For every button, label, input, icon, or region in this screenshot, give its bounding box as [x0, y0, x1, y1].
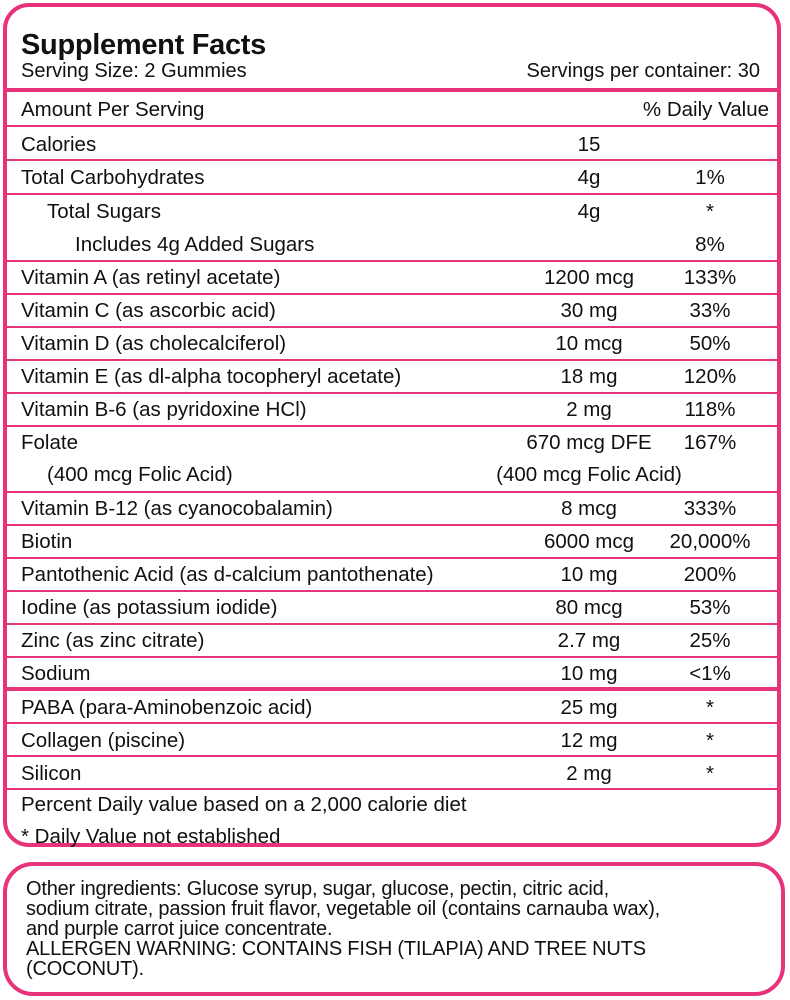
- nutrient-row-folic-acid: [7, 458, 777, 491]
- nutrient-dv: 167%: [683, 431, 737, 454]
- nutrient-amount: 4g: [577, 200, 601, 223]
- divider: [7, 788, 777, 790]
- nutrient-dv: 33%: [689, 299, 731, 322]
- nutrient-dv: *: [706, 762, 714, 785]
- nutrient-dv: 333%: [683, 497, 737, 520]
- daily-value-label: % Daily Value: [642, 98, 769, 121]
- nutrient-amount: 670 mcg DFE: [526, 431, 652, 454]
- nutrient-dv: 200%: [683, 563, 737, 586]
- nutrient-dv: 20,000%: [669, 530, 751, 553]
- nutrient-row-collagen: [7, 724, 777, 757]
- nutrient-name: PABA (para-Aminobenzoic acid): [21, 696, 313, 719]
- nutrient-amount: 2 mg: [566, 762, 612, 785]
- nutrient-dv: 1%: [695, 166, 725, 189]
- nutrient-name: Collagen (piscine): [21, 729, 186, 752]
- nutrient-row-sodium: [7, 657, 777, 690]
- nutrient-name: Vitamin E (as dl-alpha tocopheryl acetate): [21, 365, 402, 388]
- nutrient-name: (400 mcg Folic Acid): [47, 463, 233, 486]
- nutrient-amount: 18 mg: [560, 365, 618, 388]
- ingredients-text: [26, 879, 776, 979]
- nutrient-amount: 2.7 mg: [557, 629, 621, 652]
- nutrient-amount: 12 mg: [560, 729, 618, 752]
- nutrient-row-vitamin-a: [7, 261, 777, 294]
- nutrient-dv: *: [706, 200, 714, 223]
- nutrient-amount: 8 mcg: [561, 497, 617, 520]
- nutrient-row-vitamin-e: [7, 360, 777, 393]
- supplement-facts-panel: [3, 3, 781, 847]
- nutrient-row-calories: [7, 128, 777, 161]
- nutrient-name: Vitamin A (as retinyl acetate): [21, 266, 281, 289]
- nutrient-dv: 25%: [689, 629, 731, 652]
- ingredients-line: Other ingredients: Glucose syrup, sugar, glucose, pectin, citric acid,: [26, 878, 609, 900]
- allergen-warning-line: (COCONUT).: [26, 958, 144, 980]
- ingredients-line: sodium citrate, passion fruit flavor, vegetable oil (contains carnauba wax),: [26, 898, 661, 920]
- nutrient-name: Total Sugars: [47, 200, 161, 223]
- amount-per-serving-label: Amount Per Serving: [21, 98, 205, 121]
- nutrient-row-biotin: [7, 525, 777, 558]
- ingredients-panel: [3, 862, 785, 996]
- nutrient-amount: (400 mcg Folic Acid): [496, 463, 682, 486]
- nutrient-row-vitamin-c: [7, 294, 777, 327]
- nutrient-row-added-sugars: [7, 228, 777, 261]
- nutrient-dv: <1%: [689, 662, 731, 685]
- ingredients-line: and purple carrot juice concentrate.: [26, 918, 333, 940]
- nutrient-row-silicon: [7, 757, 777, 790]
- nutrient-dv: *: [706, 729, 714, 752]
- nutrient-dv: 50%: [689, 332, 731, 355]
- nutrient-row-iodine: [7, 591, 777, 624]
- nutrient-row-total-sugars: [7, 195, 777, 228]
- nutrient-amount: 10 mg: [560, 563, 618, 586]
- nutrient-name: Vitamin B-12 (as cyanocobalamin): [21, 497, 333, 520]
- nutrient-amount: 15: [577, 133, 601, 156]
- serving-size: Serving Size: 2 Gummies: [21, 60, 247, 82]
- nutrient-name: Folate: [21, 431, 78, 454]
- nutrient-name: Pantothenic Acid (as d-calcium pantothenate): [21, 563, 434, 586]
- divider: [7, 125, 777, 127]
- nutrient-row-vitamin-b6: [7, 393, 777, 426]
- nutrient-amount: 1200 mcg: [543, 266, 635, 289]
- nutrient-amount: 80 mcg: [555, 596, 623, 619]
- nutrient-amount: 2 mg: [566, 398, 612, 421]
- nutrient-amount: 30 mg: [560, 299, 618, 322]
- nutrient-amount: 25 mg: [560, 696, 618, 719]
- nutrient-dv: 8%: [695, 233, 725, 256]
- nutrient-name: Vitamin B-6 (as pyridoxine HCl): [21, 398, 307, 421]
- nutrient-row-vitamin-d: [7, 327, 777, 360]
- facts-title: Supplement Facts: [21, 29, 266, 61]
- nutrient-name: Vitamin C (as ascorbic acid): [21, 299, 276, 322]
- nutrient-name: Total Carbohydrates: [21, 166, 205, 189]
- nutrient-row-vitamin-b12: [7, 492, 777, 525]
- servings-per-container: Servings per container: 30: [526, 60, 760, 82]
- nutrient-name: Calories: [21, 133, 97, 156]
- nutrient-dv: 118%: [684, 398, 736, 421]
- column-header-row: [7, 93, 777, 126]
- not-established-footnote: * Daily Value not established: [21, 825, 281, 848]
- nutrient-dv: 133%: [683, 266, 737, 289]
- nutrient-dv: *: [706, 696, 714, 719]
- allergen-warning-line: ALLERGEN WARNING: CONTAINS FISH (TILAPIA) AND TREE NUTS: [26, 938, 646, 960]
- nutrient-amount: 4g: [577, 166, 601, 189]
- nutrient-row-total-carbohydrates: [7, 161, 777, 194]
- nutrient-amount: 10 mg: [560, 662, 618, 685]
- nutrient-name: Iodine (as potassium iodide): [21, 596, 278, 619]
- nutrient-dv: 120%: [683, 365, 737, 388]
- nutrient-row-pantothenic-acid: [7, 558, 777, 591]
- nutrient-amount: 10 mcg: [555, 332, 623, 355]
- nutrient-name: Zinc (as zinc citrate): [21, 629, 205, 652]
- nutrient-dv: 53%: [689, 596, 731, 619]
- nutrient-name: Biotin: [21, 530, 73, 553]
- nutrient-name: Silicon: [21, 762, 82, 785]
- nutrient-row-zinc: [7, 624, 777, 657]
- nutrient-name: Includes 4g Added Sugars: [75, 233, 315, 256]
- nutrient-amount: 6000 mcg: [543, 530, 635, 553]
- nutrient-row-paba: [7, 691, 777, 724]
- nutrient-name: Sodium: [21, 662, 91, 685]
- divider-thick-top: [7, 88, 777, 92]
- percent-dv-footnote: Percent Daily value based on a 2,000 calorie diet: [21, 793, 467, 816]
- nutrient-row-folate: [7, 426, 777, 459]
- nutrient-name: Vitamin D (as cholecalciferol): [21, 332, 287, 355]
